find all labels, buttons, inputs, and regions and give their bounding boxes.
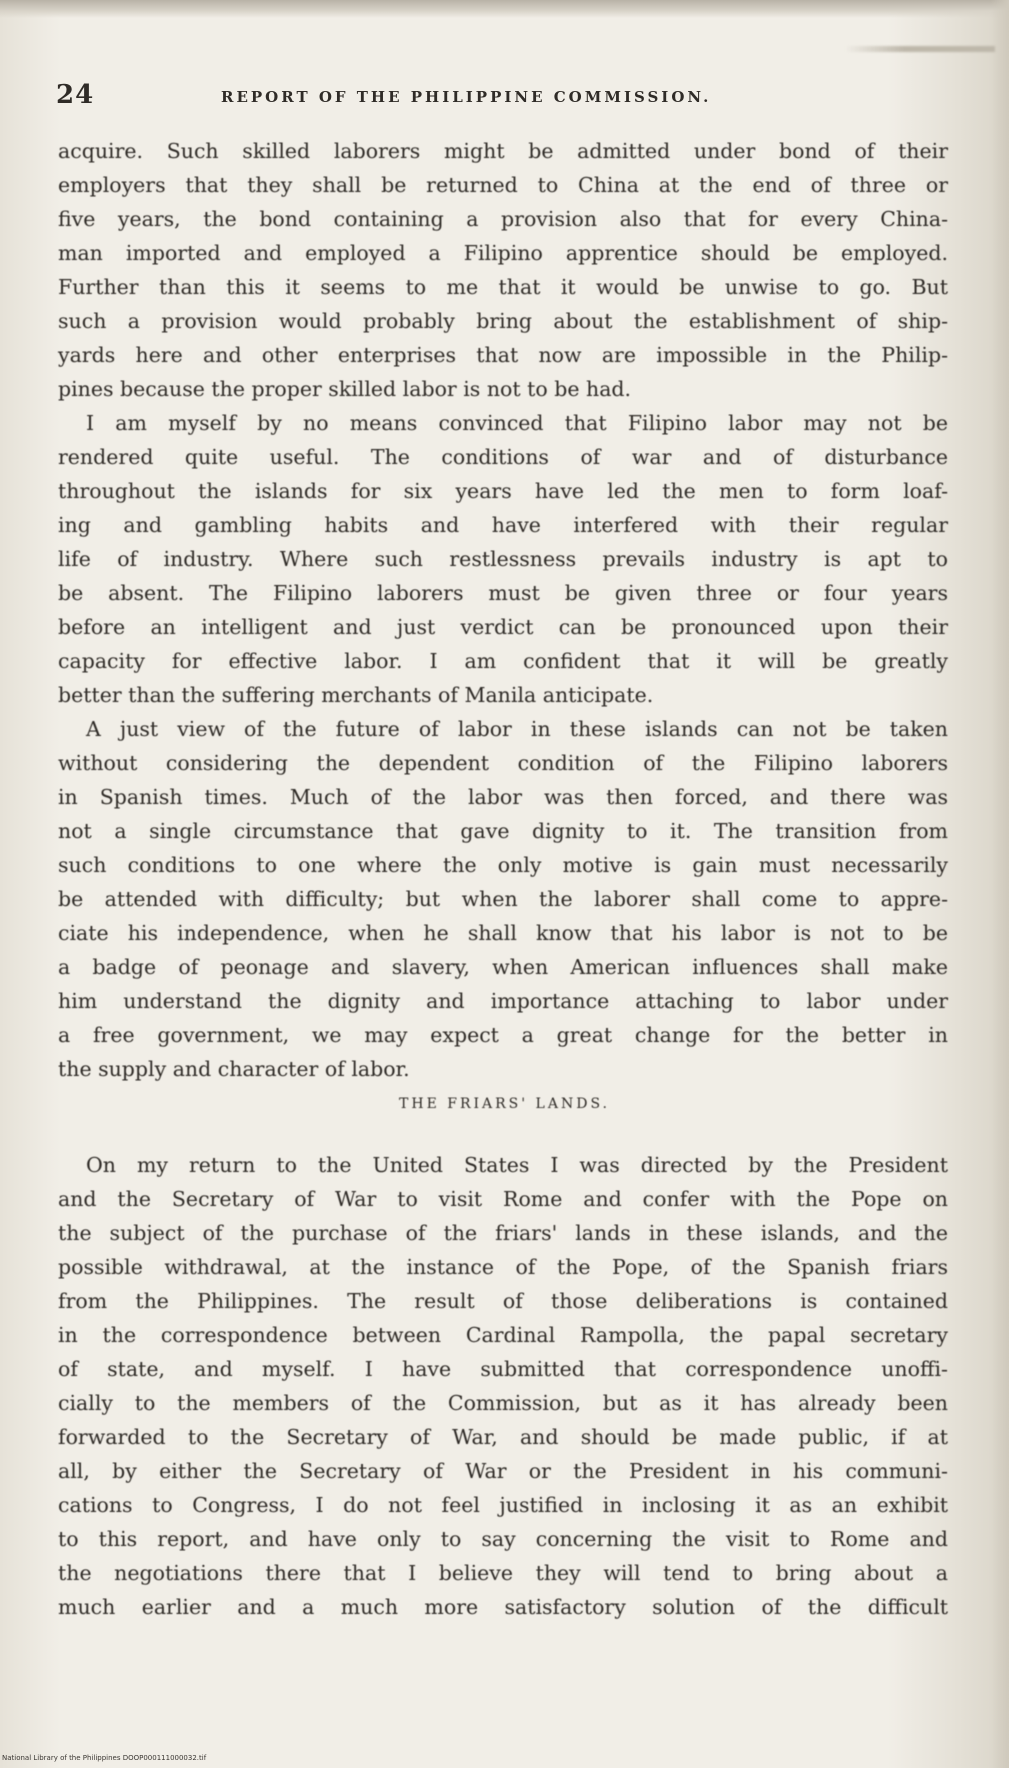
text-line: ciate his independence, when he shall know that his labor is not to be	[58, 921, 948, 945]
text-line: rendered quite useful. The conditions of war and of disturbance	[58, 445, 948, 469]
scan-top-shadow	[0, 0, 1009, 18]
page-header	[56, 80, 936, 120]
text-line: yards here and other enterprises that now are impossible in the Philip-	[58, 343, 948, 367]
text-line: possible withdrawal, at the instance of the Pope, of the Spanish friars	[58, 1255, 948, 1279]
text-line: capacity for effective labor. I am confident that it will be greatly	[58, 649, 948, 673]
text-line: the negotiations there that I believe they will tend to bring about a	[58, 1561, 948, 1585]
text-line: such a provision would probably bring about the establishment of ship-	[58, 309, 948, 333]
text-line: throughout the islands for six years have led the men to form loaf-	[58, 479, 948, 503]
text-line: cially to the members of the Commission, but as it has already been	[58, 1391, 948, 1415]
text-line: be attended with difficulty; but when the laborer shall come to appre-	[58, 887, 948, 911]
text-line: of state, and myself. I have submitted that correspondence unoffi-	[58, 1357, 948, 1381]
text-line: cations to Congress, I do not feel justified in inclosing it as an exhibit	[58, 1493, 948, 1517]
paragraph-2	[58, 406, 948, 712]
text-line: better than the suffering merchants of Manila anticipate.	[58, 683, 654, 707]
scan-right-edge	[991, 0, 1009, 1768]
text-line: life of industry. Where such restlessness prevails industry is apt to	[58, 547, 948, 571]
text-line: five years, the bond containing a provision also that for every China-	[58, 207, 948, 231]
text-line: in the correspondence between Cardinal Rampolla, the papal secretary	[58, 1323, 948, 1347]
scan-edge-mark	[845, 46, 995, 52]
text-line: acquire. Such skilled laborers might be admitted under bond of their	[58, 139, 948, 163]
text-line: man imported and employed a Filipino apprentice should be employed.	[58, 241, 948, 265]
text-line: the subject of the purchase of the friars' lands in these islands, and the	[58, 1221, 948, 1245]
text-line: all, by either the Secretary of War or the President in his communi-	[58, 1459, 948, 1483]
text-line: the supply and character of labor.	[58, 1057, 410, 1081]
page-number: 24	[56, 80, 95, 110]
text-line: him understand the dignity and importance attaching to labor under	[58, 989, 948, 1013]
text-line: be absent. The Filipino laborers must be given three or four years	[58, 581, 948, 605]
text-line: before an intelligent and just verdict can be pronounced upon their	[58, 615, 948, 639]
text-line: such conditions to one where the only motive is gain must necessarily	[58, 853, 948, 877]
text-line: not a single circumstance that gave dignity to it. The transition from	[58, 819, 948, 843]
text-line: a free government, we may expect a great change for the better in	[58, 1023, 948, 1047]
text-line: without considering the dependent condition of the Filipino laborers	[58, 751, 948, 775]
section-heading: THE FRIARS' LANDS.	[399, 1096, 610, 1112]
text-line: a badge of peonage and slavery, when American influences shall make	[58, 955, 948, 979]
text-line: A just view of the future of labor in these islands can not be taken	[86, 717, 948, 741]
text-line: and the Secretary of War to visit Rome and confer with the Pope on	[58, 1187, 948, 1211]
text-line: in Spanish times. Much of the labor was then forced, and there was	[58, 785, 948, 809]
section-paragraph	[58, 1148, 948, 1624]
paragraph-3	[58, 712, 948, 1086]
text-line: much earlier and a much more satisfactory solution of the difficult	[58, 1595, 948, 1619]
text-line: pines because the proper skilled labor is not to be had.	[58, 377, 632, 401]
text-line: employers that they shall be returned to China at the end of three or	[58, 173, 948, 197]
text-line: ing and gambling habits and have interfered with their regular	[58, 513, 948, 537]
text-line: forwarded to the Secretary of War, and should be made public, if at	[58, 1425, 948, 1449]
text-line: On my return to the United States I was directed by the President	[86, 1153, 948, 1177]
running-head: REPORT OF THE PHILIPPINE COMMISSION.	[221, 88, 712, 106]
scan-credit: National Library of the Philippines DOOP000111000032.tif	[2, 1754, 207, 1762]
text-line: Further than this it seems to me that it would be unwise to go. But	[58, 275, 948, 299]
text-line: I am myself by no means convinced that Filipino labor may not be	[86, 411, 948, 435]
text-line: to this report, and have only to say concerning the visit to Rome and	[58, 1527, 948, 1551]
text-line: from the Philippines. The result of those deliberations is contained	[58, 1289, 948, 1313]
paragraph-1	[58, 134, 948, 406]
